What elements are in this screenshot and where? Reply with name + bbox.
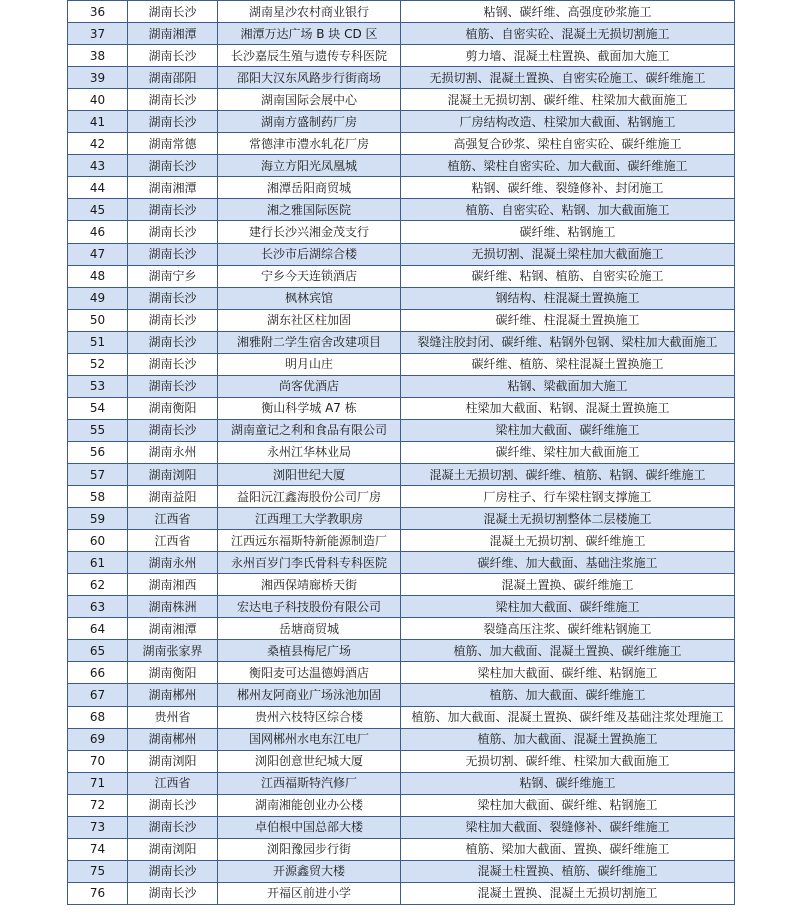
- row-project-name: 湖南童记之利和食品有限公司: [218, 419, 401, 441]
- row-number: 68: [68, 706, 128, 728]
- row-location: 江西省: [128, 772, 218, 794]
- row-number: 38: [68, 45, 128, 67]
- row-work-content: 植筋、加大截面、混凝土置换、碳纤维施工: [401, 640, 735, 662]
- row-project-name: 尚客优酒店: [218, 375, 401, 397]
- table-row: [68, 794, 735, 816]
- row-number: 37: [68, 23, 128, 45]
- row-project-name: 开源鑫贸大楼: [218, 860, 401, 882]
- row-project-name: 岳塘商贸城: [218, 618, 401, 640]
- row-project-name: 永州百岁门李氏骨科专科医院: [218, 552, 401, 574]
- row-location: 湖南长沙: [128, 882, 218, 904]
- row-location: 湖南衡阳: [128, 662, 218, 684]
- row-number: 64: [68, 618, 128, 640]
- row-number: 43: [68, 155, 128, 177]
- row-work-content: 钢结构、柱混凝土置换施工: [401, 287, 735, 309]
- row-project-name: 国网郴州水电东江电厂: [218, 728, 401, 750]
- row-number: 63: [68, 596, 128, 618]
- row-number: 44: [68, 177, 128, 199]
- row-number: 74: [68, 838, 128, 860]
- row-location: 湖南长沙: [128, 221, 218, 243]
- row-project-name: 益阳沅江鑫海股份公司厂房: [218, 486, 401, 508]
- row-work-content: 碳纤维、粘钢、植筋、自密实砼施工: [401, 265, 735, 287]
- row-work-content: 梁柱加大截面、碳纤维施工: [401, 419, 735, 441]
- row-work-content: 植筋、加大截面、混凝土置换施工: [401, 728, 735, 750]
- row-work-content: 植筋、梁加大截面、置换、碳纤维施工: [401, 838, 735, 860]
- row-project-name: 湖南方盛制药厂房: [218, 111, 401, 133]
- row-number: 55: [68, 419, 128, 441]
- row-work-content: 剪力墙、混凝土柱置换、截面加大施工: [401, 45, 735, 67]
- table-row: [68, 441, 735, 463]
- table-row: [68, 45, 735, 67]
- row-project-name: 湘潭岳阳商贸城: [218, 177, 401, 199]
- row-number: 73: [68, 816, 128, 838]
- row-project-name: 浏阳世纪大厦: [218, 463, 401, 485]
- table-row: [68, 574, 735, 596]
- row-location: 湖南郴州: [128, 728, 218, 750]
- table-row: [68, 221, 735, 243]
- row-project-name: 湘潭万达广场 B 块 CD 区: [218, 23, 401, 45]
- row-number: 65: [68, 640, 128, 662]
- row-location: 湖南长沙: [128, 155, 218, 177]
- row-work-content: 无损切割、碳纤维、柱梁加大截面施工: [401, 750, 735, 772]
- row-work-content: 无损切割、混凝土置换、自密实砼施工、碳纤维施工: [401, 67, 735, 89]
- row-project-name: 江西理工大学教职房: [218, 508, 401, 530]
- row-location: 湖南益阳: [128, 486, 218, 508]
- row-location: 湖南衡阳: [128, 397, 218, 419]
- row-number: 56: [68, 441, 128, 463]
- row-location: 湖南浏阳: [128, 838, 218, 860]
- row-location: 湖南长沙: [128, 243, 218, 265]
- row-work-content: 碳纤维、植筋、梁柱混凝土置换施工: [401, 353, 735, 375]
- project-table: [67, 0, 735, 905]
- row-number: 53: [68, 375, 128, 397]
- row-work-content: 植筋、加大截面、混凝土置换、碳纤维及基础注浆处理施工: [401, 706, 735, 728]
- table-row: [68, 728, 735, 750]
- row-number: 39: [68, 67, 128, 89]
- table-row: [68, 618, 735, 640]
- row-project-name: 湖东社区柱加固: [218, 309, 401, 331]
- row-number: 58: [68, 486, 128, 508]
- row-work-content: 厂房柱子、行车梁柱钢支撑施工: [401, 486, 735, 508]
- row-work-content: 梁柱加大截面、碳纤维、粘钢施工: [401, 794, 735, 816]
- row-work-content: 植筋、自密实砼、粘钢、加大截面施工: [401, 199, 735, 221]
- table-row: [68, 1, 735, 23]
- row-location: 贵州省: [128, 706, 218, 728]
- row-work-content: 植筋、加大截面、碳纤维施工: [401, 684, 735, 706]
- row-location: 湖南湘潭: [128, 177, 218, 199]
- row-work-content: 粘钢、碳纤维、高强度砂浆施工: [401, 1, 735, 23]
- row-project-name: 湖南国际会展中心: [218, 89, 401, 111]
- row-location: 湖南长沙: [128, 309, 218, 331]
- row-work-content: 碳纤维、粘钢施工: [401, 221, 735, 243]
- row-number: 50: [68, 309, 128, 331]
- row-location: 湖南长沙: [128, 45, 218, 67]
- row-work-content: 植筋、梁柱自密实砼、加大截面、碳纤维施工: [401, 155, 735, 177]
- row-number: 70: [68, 750, 128, 772]
- row-work-content: 混凝土无损切割、碳纤维施工: [401, 530, 735, 552]
- row-location: 湖南湘西: [128, 574, 218, 596]
- row-project-name: 贵州六枝特区综合楼: [218, 706, 401, 728]
- row-work-content: 混凝土柱置换、植筋、碳纤维施工: [401, 860, 735, 882]
- row-work-content: 混凝土置换、碳纤维施工: [401, 574, 735, 596]
- table-row: [68, 882, 735, 904]
- row-work-content: 无损切割、混凝土梁柱加大截面施工: [401, 243, 735, 265]
- row-project-name: 长沙市后湖综合楼: [218, 243, 401, 265]
- table-row: [68, 331, 735, 353]
- table-row: [68, 89, 735, 111]
- row-number: 67: [68, 684, 128, 706]
- row-location: 湖南株洲: [128, 596, 218, 618]
- row-work-content: 碳纤维、梁柱加大截面施工: [401, 441, 735, 463]
- row-location: 湖南湘潭: [128, 618, 218, 640]
- row-project-name: 桑植县梅尼广场: [218, 640, 401, 662]
- row-location: 湖南常德: [128, 133, 218, 155]
- row-location: 湖南长沙: [128, 794, 218, 816]
- row-project-name: 江西远东福斯特新能源制造厂: [218, 530, 401, 552]
- row-location: 湖南宁乡: [128, 265, 218, 287]
- row-number: 46: [68, 221, 128, 243]
- row-number: 61: [68, 552, 128, 574]
- row-project-name: 邵阳大汉东风路步行街商场: [218, 67, 401, 89]
- row-location: 湖南湘潭: [128, 23, 218, 45]
- row-work-content: 高强复合砂浆、梁柱自密实砼、碳纤维施工: [401, 133, 735, 155]
- row-number: 72: [68, 794, 128, 816]
- row-number: 62: [68, 574, 128, 596]
- table-row: [68, 397, 735, 419]
- row-project-name: 宁乡今天连锁酒店: [218, 265, 401, 287]
- table-row: [68, 662, 735, 684]
- table-row: [68, 419, 735, 441]
- row-project-name: 永州江华林业局: [218, 441, 401, 463]
- table-row: [68, 750, 735, 772]
- row-location: 湖南长沙: [128, 860, 218, 882]
- row-number: 47: [68, 243, 128, 265]
- row-project-name: 湘之雅国际医院: [218, 199, 401, 221]
- table-row: [68, 111, 735, 133]
- row-location: 江西省: [128, 508, 218, 530]
- row-project-name: 枫林宾馆: [218, 287, 401, 309]
- row-work-content: 植筋、自密实砼、混凝土无损切割施工: [401, 23, 735, 45]
- row-work-content: 碳纤维、加大截面、基础注浆施工: [401, 552, 735, 574]
- row-project-name: 郴州友阿商业广场泳池加固: [218, 684, 401, 706]
- row-number: 40: [68, 89, 128, 111]
- row-number: 48: [68, 265, 128, 287]
- row-number: 52: [68, 353, 128, 375]
- table-row: [68, 530, 735, 552]
- row-work-content: 裂缝注胶封闭、碳纤维、粘钢外包钢、梁柱加大截面施工: [401, 331, 735, 353]
- row-number: 76: [68, 882, 128, 904]
- table-row: [68, 486, 735, 508]
- row-location: 湖南浏阳: [128, 463, 218, 485]
- row-work-content: 混凝土无损切割、碳纤维、植筋、粘钢、碳纤维施工: [401, 463, 735, 485]
- table-row: [68, 177, 735, 199]
- row-location: 湖南长沙: [128, 331, 218, 353]
- row-location: 湖南邵阳: [128, 67, 218, 89]
- table-body: [68, 1, 735, 905]
- table-row: [68, 640, 735, 662]
- row-work-content: 粘钢、碳纤维施工: [401, 772, 735, 794]
- row-project-name: 宏达电子科技股份有限公司: [218, 596, 401, 618]
- table-row: [68, 596, 735, 618]
- table-row: [68, 772, 735, 794]
- row-number: 45: [68, 199, 128, 221]
- row-project-name: 湖南星沙农村商业银行: [218, 1, 401, 23]
- row-work-content: 混凝土无损切割、碳纤维、柱梁加大截面施工: [401, 89, 735, 111]
- row-project-name: 湘西保靖廊桥天街: [218, 574, 401, 596]
- row-number: 66: [68, 662, 128, 684]
- row-location: 湖南长沙: [128, 816, 218, 838]
- row-number: 59: [68, 508, 128, 530]
- table-row: [68, 243, 735, 265]
- row-project-name: 湖南湘能创业办公楼: [218, 794, 401, 816]
- row-work-content: 梁柱加大截面、碳纤维施工: [401, 596, 735, 618]
- row-project-name: 开福区前进小学: [218, 882, 401, 904]
- row-project-name: 卓伯根中国总部大楼: [218, 816, 401, 838]
- row-number: 49: [68, 287, 128, 309]
- table-row: [68, 133, 735, 155]
- row-number: 41: [68, 111, 128, 133]
- row-location: 湖南长沙: [128, 419, 218, 441]
- table-row: [68, 309, 735, 331]
- table-row: [68, 287, 735, 309]
- row-location: 湖南长沙: [128, 199, 218, 221]
- row-project-name: 浏阳豫园步行街: [218, 838, 401, 860]
- table-row: [68, 67, 735, 89]
- row-work-content: 混凝土无损切割整体二层楼施工: [401, 508, 735, 530]
- table-row: [68, 155, 735, 177]
- row-location: 湖南永州: [128, 552, 218, 574]
- table-row: [68, 706, 735, 728]
- row-location: 湖南长沙: [128, 375, 218, 397]
- row-work-content: 柱梁加大截面、粘钢、混凝土置换施工: [401, 397, 735, 419]
- row-location: 湖南长沙: [128, 89, 218, 111]
- row-location: 湖南郴州: [128, 684, 218, 706]
- table-row: [68, 552, 735, 574]
- row-location: 湖南长沙: [128, 111, 218, 133]
- row-project-name: 衡山科学城 A7 栋: [218, 397, 401, 419]
- row-project-name: 常德津市澧水轧花厂房: [218, 133, 401, 155]
- table-row: [68, 265, 735, 287]
- row-work-content: 混凝土置换、混凝土无损切割施工: [401, 882, 735, 904]
- table-row: [68, 838, 735, 860]
- row-work-content: 裂缝高压注浆、碳纤维粘钢施工: [401, 618, 735, 640]
- row-location: 江西省: [128, 530, 218, 552]
- row-project-name: 建行长沙兴湘金茂支行: [218, 221, 401, 243]
- row-location: 湖南长沙: [128, 1, 218, 23]
- row-project-name: 长沙嘉辰生殖与遗传专科医院: [218, 45, 401, 67]
- row-location: 湖南长沙: [128, 353, 218, 375]
- row-number: 75: [68, 860, 128, 882]
- table-row: [68, 860, 735, 882]
- row-work-content: 碳纤维、柱混凝土置换施工: [401, 309, 735, 331]
- row-number: 42: [68, 133, 128, 155]
- row-number: 36: [68, 1, 128, 23]
- table-row: [68, 353, 735, 375]
- row-work-content: 梁柱加大截面、裂缝修补、碳纤维施工: [401, 816, 735, 838]
- row-location: 湖南张家界: [128, 640, 218, 662]
- row-project-name: 明月山庄: [218, 353, 401, 375]
- row-location: 湖南永州: [128, 441, 218, 463]
- row-number: 51: [68, 331, 128, 353]
- row-project-name: 浏阳创意世纪城大厦: [218, 750, 401, 772]
- row-number: 69: [68, 728, 128, 750]
- row-number: 71: [68, 772, 128, 794]
- table-row: [68, 684, 735, 706]
- table-row: [68, 23, 735, 45]
- table-row: [68, 508, 735, 530]
- table-row: [68, 199, 735, 221]
- row-location: 湖南长沙: [128, 287, 218, 309]
- row-project-name: 江西福斯特汽修厂: [218, 772, 401, 794]
- row-number: 60: [68, 530, 128, 552]
- row-work-content: 粘钢、梁截面加大施工: [401, 375, 735, 397]
- row-work-content: 厂房结构改造、柱梁加大截面、粘钢施工: [401, 111, 735, 133]
- row-project-name: 湘雅附二学生宿舍改建项目: [218, 331, 401, 353]
- row-project-name: 海立方阳光凤凰城: [218, 155, 401, 177]
- table-row: [68, 463, 735, 485]
- table-row: [68, 375, 735, 397]
- row-number: 54: [68, 397, 128, 419]
- row-work-content: 粘钢、碳纤维、裂缝修补、封闭施工: [401, 177, 735, 199]
- row-work-content: 梁柱加大截面、碳纤维、粘钢施工: [401, 662, 735, 684]
- row-project-name: 衡阳麦可达温德姆酒店: [218, 662, 401, 684]
- row-number: 57: [68, 463, 128, 485]
- row-location: 湖南浏阳: [128, 750, 218, 772]
- table-row: [68, 816, 735, 838]
